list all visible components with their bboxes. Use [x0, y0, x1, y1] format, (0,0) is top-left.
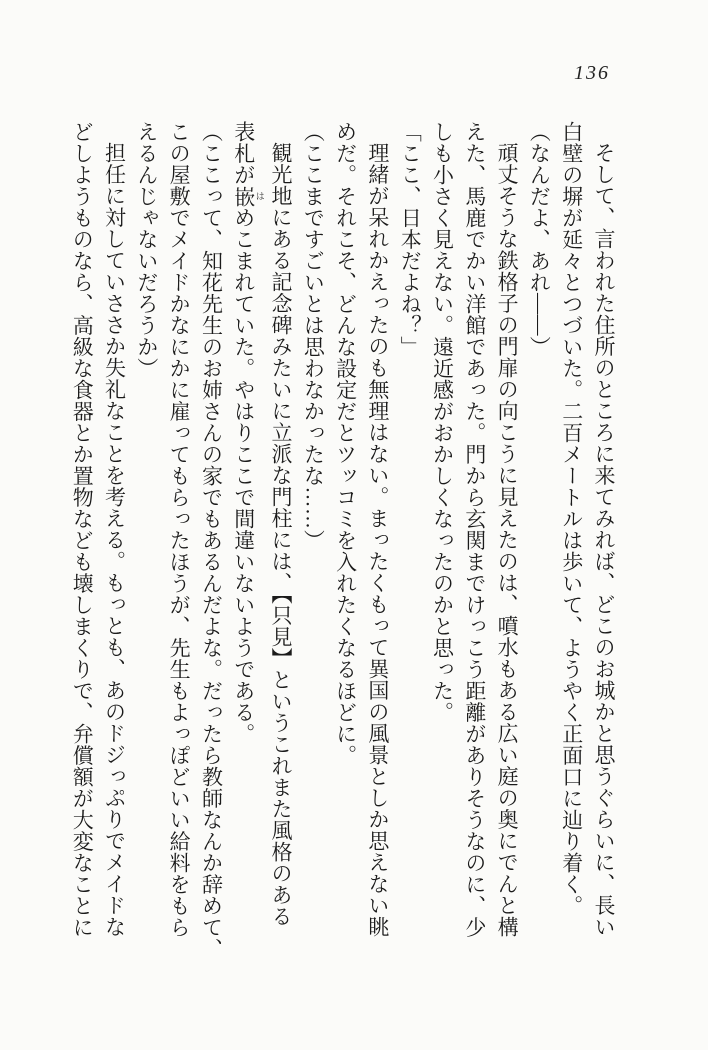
text-line-6: しも小さく見えない。遠近感がおかしくなったのかと思った。 [430, 121, 455, 723]
text-line-8: 理緒が呆れかえったのも無理はない。まったくもって異国の風景としか思えない眺 [365, 142, 390, 938]
text-line-4: 頑丈そうな鉄格子の門扉の向こうに見えたのは、噴水もある広い庭の奥にでんと構 [495, 142, 520, 938]
text-line-16: 担任に対していささか失礼なことを考える。もっとも、あのドジっぷりでメイドな [102, 142, 127, 938]
text-line-9: めだ。それこそ、どんな設定だとツッコミを入れたくなるほどに。 [333, 121, 358, 766]
text-line-5: えた、馬鹿でかい洋館であった。門から玄関までけっこう距離がありそうなのに、少 [462, 121, 487, 938]
text-line-12-post: めこまれていた。やはりここで間違いないようである。 [231, 207, 256, 745]
vertical-text-block [66, 121, 620, 967]
text-line-11: 観光地にある記念碑みたいに立派な門柱には、【只見】というこれまた風格のある [269, 142, 294, 927]
ruby-annotation [231, 185, 265, 208]
text-line-15: えるんじゃないだろうか） [134, 121, 159, 379]
text-line-17: どしようものなら、高級な食器とか置物なども壊しまくりで、弁償額が大変なことに [70, 121, 95, 938]
ruby-base-kanji: 嵌 [231, 185, 256, 207]
text-line-10: （ここまですごいとは思わなかったな……） [301, 121, 326, 551]
text-line-14: この屋敷でメイドかなにかに雇ってもらったほうが、先生もよっぽどいい給料をもら [167, 121, 192, 938]
ruby-furigana: は [254, 185, 265, 207]
page-number: 136 [574, 62, 610, 84]
text-line-12-pre: 表札が [231, 121, 256, 186]
text-line-7: 「ここ、日本だよね？」 [398, 121, 423, 358]
text-line-2: 白壁の塀が延々とつづいた。二百メートルは歩いて、ようやく正面口に辿り着く。 [559, 121, 584, 917]
text-line-3: （なんだよ、あれ――） [527, 121, 552, 358]
text-line-13: （ここって、知花先生のお姉さんの家でもあるんだよな。だったら教師なんか辞めて、 [199, 121, 224, 960]
text-line-1: そして、言われた住所のところに来てみれば、どこのお城かと思うぐらいに、長い [592, 142, 616, 938]
text-line-12 [227, 121, 264, 967]
